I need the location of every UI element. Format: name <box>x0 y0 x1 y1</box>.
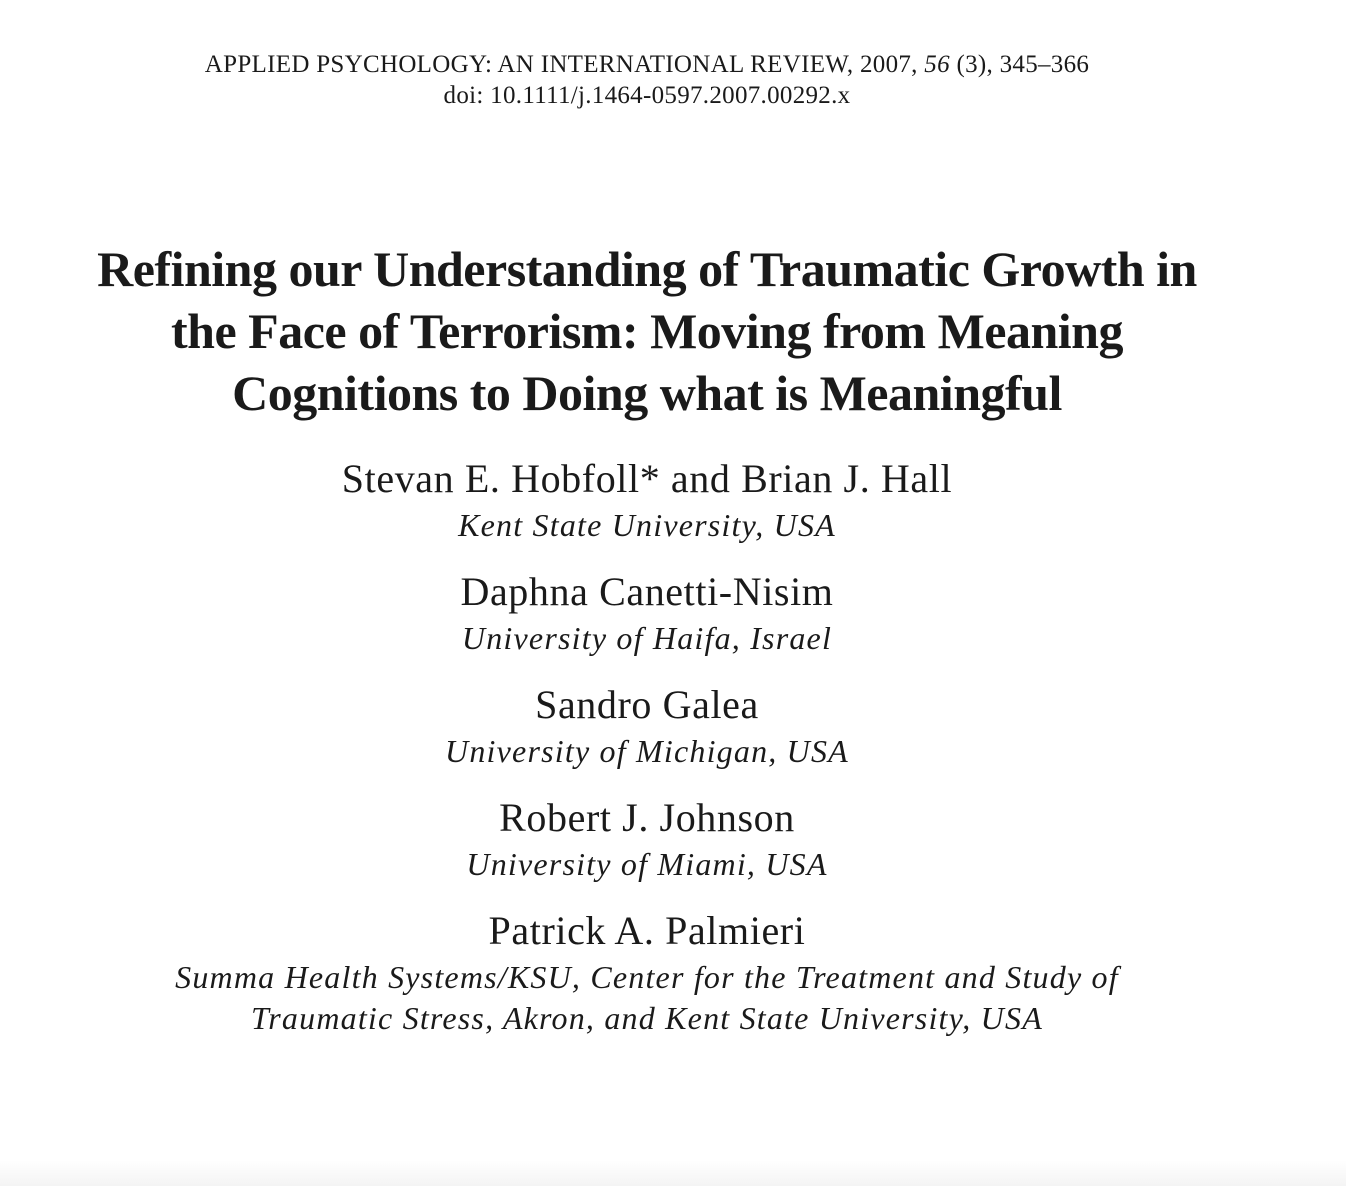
author-block <box>0 792 1294 885</box>
author-block <box>0 679 1294 772</box>
article-title-line: Refining our Understanding of Traumatic Growth in <box>97 241 1197 297</box>
article-title <box>0 238 1294 424</box>
journal-citation-line <box>0 49 1294 80</box>
author-affiliation: University of Michigan, USA <box>445 733 849 769</box>
author-name: Stevan E. Hobfoll* and Brian J. Hall <box>341 456 953 501</box>
author-name: Patrick A. Palmieri <box>488 908 806 953</box>
author-affiliation: Summa Health Systems/KSU, Center for the Treatment and Study of <box>175 959 1119 995</box>
journal-volume: 56 <box>924 51 950 78</box>
article-title-line: the Face of Terrorism: Moving from Meaning <box>171 303 1123 359</box>
author-list <box>0 453 1294 1059</box>
author-block <box>0 566 1294 659</box>
journal-header <box>0 49 1294 111</box>
author-block <box>0 905 1294 1039</box>
page-bottom-shade <box>0 1160 1346 1186</box>
author-affiliation: Traumatic Stress, Akron, and Kent State University, USA <box>251 1000 1043 1036</box>
journal-citation-prefix: APPLIED PSYCHOLOGY: AN INTERNATIONAL REVIEW, 2007, <box>204 51 925 78</box>
journal-doi: doi: 10.1111/j.1464-0597.2007.00292.x <box>443 82 851 109</box>
author-name: Daphna Canetti-Nisim <box>460 569 834 614</box>
author-affiliation: Kent State University, USA <box>458 507 836 543</box>
journal-citation-suffix: (3), 345–366 <box>949 51 1090 78</box>
article-title-line: Cognitions to Doing what is Meaningful <box>232 365 1062 421</box>
author-block <box>0 453 1294 546</box>
author-name: Sandro Galea <box>535 682 759 727</box>
author-affiliation: University of Haifa, Israel <box>461 620 833 656</box>
author-affiliation: University of Miami, USA <box>466 846 828 882</box>
author-name: Robert J. Johnson <box>499 795 795 840</box>
